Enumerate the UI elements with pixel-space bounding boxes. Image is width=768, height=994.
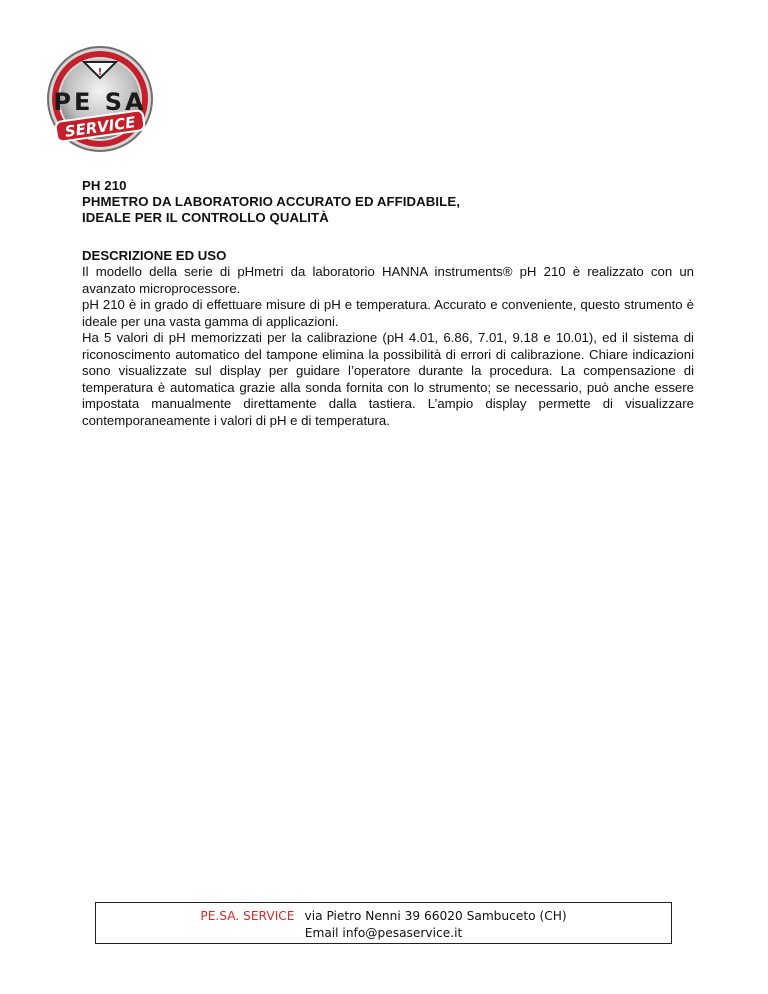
footer-contact-box [95,902,672,944]
logo-text-top: PE SA [53,88,147,116]
company-logo [38,44,162,154]
svg-text:!: ! [97,67,103,78]
footer-email: Email info@pesaservice.it [304,926,463,940]
logo-text-banner: SERVICE [63,113,137,141]
description-section [82,248,694,429]
logo-graphic [38,44,162,154]
paragraph-measures: pH 210 è in grado di effettuare misure di pH e temperatura. Accurato e conveniente, questo strumento è ideale per una vasta gamma di applicazioni. [82,297,694,329]
footer-address-line [96,909,671,923]
section-title: DESCRIZIONE ED USO [82,248,227,263]
product-code: PH 210 [82,178,127,193]
paragraph-intro: Il modello della serie di pHmetri da laboratorio HANNA instruments® pH 210 è realizzato con un avanzato microprocessore. [82,264,694,296]
product-title-line-1: PHMETRO DA LABORATORIO ACCURATO ED AFFIDABILE, [82,194,460,209]
product-header [82,178,702,226]
description-body [82,264,694,429]
paragraph-calibration: Ha 5 valori di pH memorizzati per la calibrazione (pH 4.01, 6.86, 7.01, 9.18 e 10.01), ed il sistema di riconoscimento automatico del tampone elimina la possibilità di errori di calibrazione. Chiare indicazioni sono visualizzate sul display per guidare l’operatore durante la procedura. La compensazione di temperatura è automatica grazie alla sonda fornita con lo strumento; se necessario, può anche essere impostata manualmente direttamente dalla tastiera. L’ampio display permette di visualizzare contemporaneamente i valori di pH e di temperatura. [82,330,694,428]
footer-brand: PE.SA. SERVICE [200,909,295,923]
product-title-line-2: IDEALE PER IL CONTROLLO QUALITÀ [82,210,329,225]
footer-address: via Pietro Nenni 39 66020 Sambuceto (CH) [304,909,567,923]
